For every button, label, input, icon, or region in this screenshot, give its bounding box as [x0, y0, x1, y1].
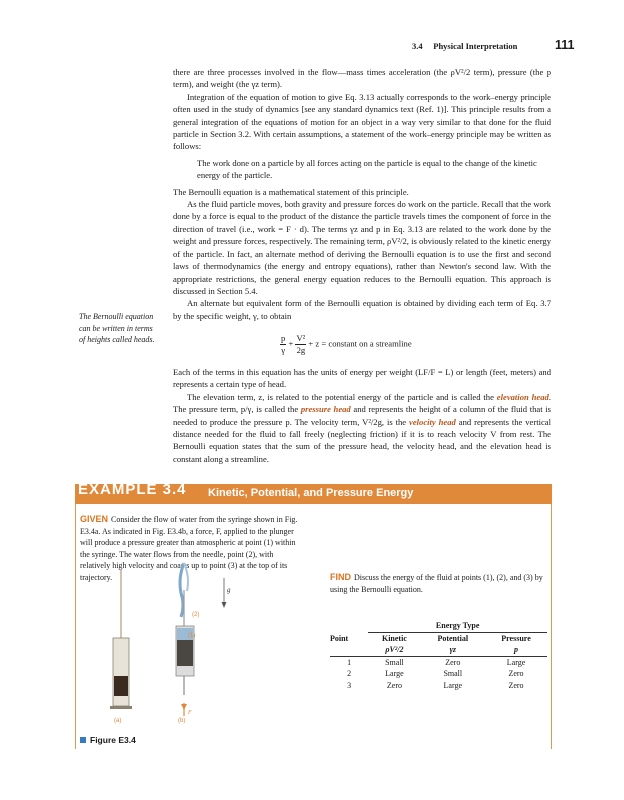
table-cell: Zero: [508, 680, 524, 690]
force-label: F: [188, 710, 192, 716]
water-jet: [180, 563, 184, 617]
find-text: Discuss the energy of the fluid at points (1), (2), and (3) by using the Bernoulli equation.: [330, 573, 543, 594]
point-2-label: (2): [192, 612, 200, 618]
example-label: EXAMPLE 3.4: [78, 481, 187, 498]
find-block: [330, 572, 550, 595]
energy-table: [330, 620, 547, 691]
col-header: Pressure: [501, 633, 531, 643]
point-1-label: (1): [188, 633, 196, 639]
table-row: [330, 668, 547, 680]
table-cell: 1: [347, 657, 352, 667]
col-header: Potential: [437, 633, 469, 643]
table-cell: Large: [506, 657, 526, 667]
find-label: FIND: [330, 572, 351, 582]
figure-caption: [80, 735, 136, 745]
col-subheader: ρV²/2: [385, 645, 404, 655]
text-run: and represents the height of a column of the fluid that is needed to produce the pressure p. The velocity term, V²/2g, is the: [173, 404, 551, 427]
body-text-top: [173, 66, 551, 322]
text-run: and represents the vertical distance needed for the fluid to fall freely (neglecting friction) if it is to reach velocity V from rest. The Bernoulli equation states that the sum of the pressure head, the velocity head, and the elevation head is constant along a streamline.: [173, 416, 552, 464]
col-header: Kinetic: [381, 633, 407, 643]
flange-a: [110, 706, 132, 709]
keyword-pressure-head: pressure head: [300, 404, 351, 415]
bernoulli-head-equation: [280, 333, 412, 356]
given-text: Consider the flow of water from the syringe shown in Fig. E3.4a. As indicated in Fig. E3.4b, a force, F, applied to the plunger will produce a pressure greater than atmospheric at point (1) within the syringe. The water flows from the needle, point (2), with relatively high velocity and coasts up to point (3) at the top of its trajectory.: [80, 515, 298, 582]
quote-block: The work done on a particle by all forces acting on the particle is equal to the change of the kinetic energy of the particle.: [197, 157, 537, 181]
given-spacer: [330, 514, 550, 572]
text-run: . The pressure term, p/γ, is called the: [173, 391, 551, 415]
table-cell: 3: [347, 680, 352, 690]
eq-plus: +: [288, 338, 294, 349]
syringe-b: [176, 563, 227, 716]
syringe-figure: [100, 560, 240, 725]
table-group-header: Energy Type: [368, 620, 547, 632]
table-row: [330, 680, 547, 692]
given-continued-column: [330, 514, 550, 595]
section-title: Physical Interpretation: [433, 41, 518, 51]
section-number: 3.4: [412, 41, 423, 51]
table-cell: Small: [443, 669, 463, 679]
figure-caption-text: Figure E3.4: [90, 735, 136, 745]
table-cell: 2: [347, 669, 352, 679]
table-cell: Zero: [386, 680, 402, 690]
plunger-b: [177, 640, 193, 666]
eq-numerator: p: [281, 333, 286, 343]
eq-rest: + z = constant on a streamline: [308, 338, 412, 349]
pressure-head-fraction: [280, 333, 286, 356]
paragraph: Integration of the equation of motion to give Eq. 3.13 actually corresponds to the work–energy principle often used in the study of dynamics [see any standard dynamics text (Ref. 1)]. This principle results from a general integration of the equations of motion for an object in a way very similar to that done for the fluid particle in Section 3.2. With certain assumptions, a statement of the work–energy principle may be written as follows:: [173, 91, 551, 152]
col-subheader: [330, 644, 368, 656]
paragraph: The Bernoulli equation is a mathematical statement of this principle.: [173, 186, 409, 197]
table-row: [330, 656, 547, 668]
example-title: Kinetic, Potential, and Pressure Energy: [208, 487, 414, 499]
paragraph: As the fluid particle moves, both gravity and pressure forces do work on the particle. Recall that the work done by a force is equal to the product of the distance the particle travels times the component of force in the direction of travel (i.e., work = F · d). The terms γz and p in Eq. 3.13 are related to the work done by the weight and pressure forces, respectively. The remaining term, ρV²/2, is obviously related to the kinetic energy of the particle. In fact, an alternate method of deriving the Bernoulli equation is to use the first and second laws of thermodynamics (the energy and entropy equations), rather than Newton's second law. With the appropriate restrictions, the general energy equation reduces to the Bernoulli equation. This approach is discussed in Section 5.4.: [173, 199, 551, 296]
col-subheader: γz: [449, 645, 457, 655]
table-cell: Zero: [508, 669, 524, 679]
paragraph-heads: [173, 391, 551, 465]
margin-note: The Bernoulli equation can be written in terms of heights called heads.: [79, 312, 155, 344]
col-header: Point: [330, 633, 349, 643]
keyword-velocity-head: velocity head: [409, 416, 456, 427]
col-subheader: p: [514, 645, 518, 655]
body-text-bottom: [173, 366, 551, 465]
table-cell: Large: [385, 669, 404, 679]
eq-denominator: γ: [281, 345, 286, 355]
velocity-head-fraction: [295, 333, 306, 356]
paragraph: there are three processes involved in the flow—mass times acceleration (the ρV²/2 term), pressure (the p term), and weight (the γz term).: [173, 67, 551, 90]
table-cell: Small: [385, 657, 404, 667]
gravity-label: g: [227, 586, 231, 594]
table-cell: Large: [443, 680, 463, 690]
paragraph: An alternate but equivalent form of the Bernoulli equation is obtained by dividing each term of Eq. 3.7 by the specific weight, γ, to obtain: [173, 298, 551, 321]
paragraph: Each of the terms in this equation has the units of energy per weight (LF/F = L) or length (feet, meters) and represents a certain type of head.: [173, 367, 551, 390]
table-cell: Zero: [445, 657, 461, 667]
water-jet: [184, 563, 188, 591]
gravity-arrow-head: [222, 602, 227, 608]
page-number: 111: [555, 38, 575, 52]
eq-denominator: 2g: [296, 345, 306, 355]
subfig-b-label: (b): [178, 718, 186, 724]
caption-marker: [80, 737, 86, 743]
subfig-a-label: (a): [114, 718, 122, 724]
syringe-a: [110, 570, 132, 709]
section-header: [412, 41, 517, 51]
given-label: GIVEN: [80, 514, 109, 524]
text-run: The elevation term, z, is related to the potential energy of the particle and is called the: [187, 391, 497, 402]
eq-numerator: V²: [296, 333, 306, 343]
keyword-elevation-head: elevation head: [496, 391, 549, 402]
plunger-a: [114, 676, 128, 696]
